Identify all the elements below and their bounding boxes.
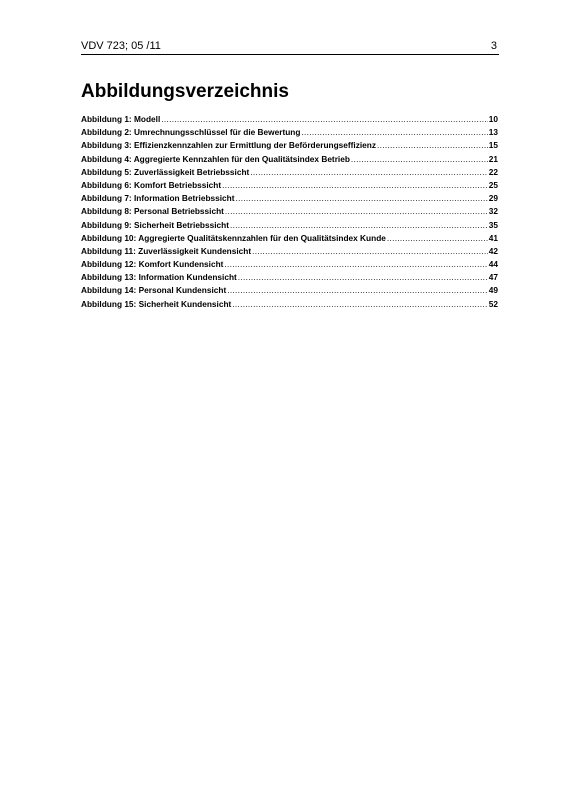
toc-entry-label: Abbildung 9: Sicherheit Betriebssicht (81, 219, 229, 230)
toc-entry-page: 35 (488, 219, 498, 230)
toc-entry-label: Abbildung 5: Zuverlässigkeit Betriebssicht (81, 166, 250, 177)
toc-entry-page: 52 (488, 298, 498, 309)
toc-entry-4[interactable] (81, 153, 498, 166)
dot-leader (250, 166, 487, 179)
document-id: VDV 723; 05 /11 (81, 40, 161, 52)
dot-leader (301, 126, 487, 139)
toc-entry-2[interactable] (81, 126, 498, 139)
dot-leader (227, 284, 488, 297)
toc-entry-7[interactable] (81, 192, 498, 205)
toc-entry-page: 29 (488, 193, 498, 204)
page-title: Abbildungsverzeichnis (81, 81, 289, 102)
toc-entry-page: 41 (488, 232, 498, 243)
toc-entry-11[interactable] (81, 245, 498, 258)
toc-entry-page: 10 (488, 114, 498, 124)
toc-entry-page: 32 (488, 206, 498, 217)
toc-entry-8[interactable] (81, 205, 498, 218)
toc-entry-15[interactable] (81, 298, 498, 311)
list-of-figures (81, 113, 498, 311)
toc-entry-label: Abbildung 10: Aggregierte Qualitätskennzahlen für den Qualitätsindex Kunde (81, 232, 386, 243)
dot-leader (351, 153, 488, 166)
page-header (81, 40, 499, 55)
dot-leader (230, 219, 488, 232)
toc-entry-3[interactable] (81, 139, 498, 152)
toc-entry-12[interactable] (81, 258, 498, 271)
toc-entry-page: 22 (488, 166, 498, 177)
toc-entry-label: Abbildung 3: Effizienzkennzahlen zur Ermittlung der Beförderungseffizienz (81, 140, 377, 151)
toc-entry-5[interactable] (81, 166, 498, 179)
dot-leader (232, 298, 487, 311)
toc-entry-label: Abbildung 8: Personal Betriebssicht (81, 206, 224, 217)
toc-entry-label: Abbildung 11: Zuverlässigkeit Kundensicht (81, 245, 252, 256)
dot-leader (238, 271, 488, 284)
toc-entry-page: 44 (488, 259, 498, 270)
toc-entry-label: Abbildung 12: Komfort Kundensicht (81, 259, 224, 270)
toc-entry-page: 13 (488, 127, 498, 138)
toc-entry-10[interactable] (81, 232, 498, 245)
toc-entry-page: 25 (488, 179, 498, 190)
dot-leader (222, 179, 488, 192)
toc-entry-label: Abbildung 7: Information Betriebssicht (81, 193, 235, 204)
toc-entry-page: 49 (488, 285, 498, 296)
dot-leader (225, 205, 488, 218)
toc-entry-label: Abbildung 6: Komfort Betriebssicht (81, 179, 222, 190)
dot-leader (377, 139, 488, 152)
dot-leader (252, 245, 488, 258)
toc-entry-14[interactable] (81, 284, 498, 297)
toc-entry-label: Abbildung 13: Information Kundensicht (81, 272, 237, 283)
toc-entry-6[interactable] (81, 179, 498, 192)
toc-entry-page: 21 (488, 153, 498, 164)
dot-leader (224, 258, 487, 271)
toc-entry-label: Abbildung 1: Modell (81, 114, 161, 124)
page-number: 3 (490, 40, 497, 52)
toc-entry-label: Abbildung 4: Aggregierte Kennzahlen für den Qualitätsindex Betrieb (81, 153, 350, 164)
toc-entry-9[interactable] (81, 219, 498, 232)
toc-entry-page: 47 (488, 272, 498, 283)
dot-leader (387, 232, 488, 245)
dot-leader (161, 113, 487, 126)
toc-entry-label: Abbildung 14: Personal Kundensicht (81, 285, 227, 296)
toc-entry-1[interactable] (81, 113, 498, 126)
toc-entry-13[interactable] (81, 271, 498, 284)
toc-entry-page: 15 (488, 140, 498, 151)
toc-entry-page: 42 (488, 245, 498, 256)
toc-entry-label: Abbildung 15: Sicherheit Kundensicht (81, 298, 232, 309)
toc-entry-label: Abbildung 2: Umrechnungsschlüssel für die Bewertung (81, 127, 301, 138)
dot-leader (236, 192, 488, 205)
